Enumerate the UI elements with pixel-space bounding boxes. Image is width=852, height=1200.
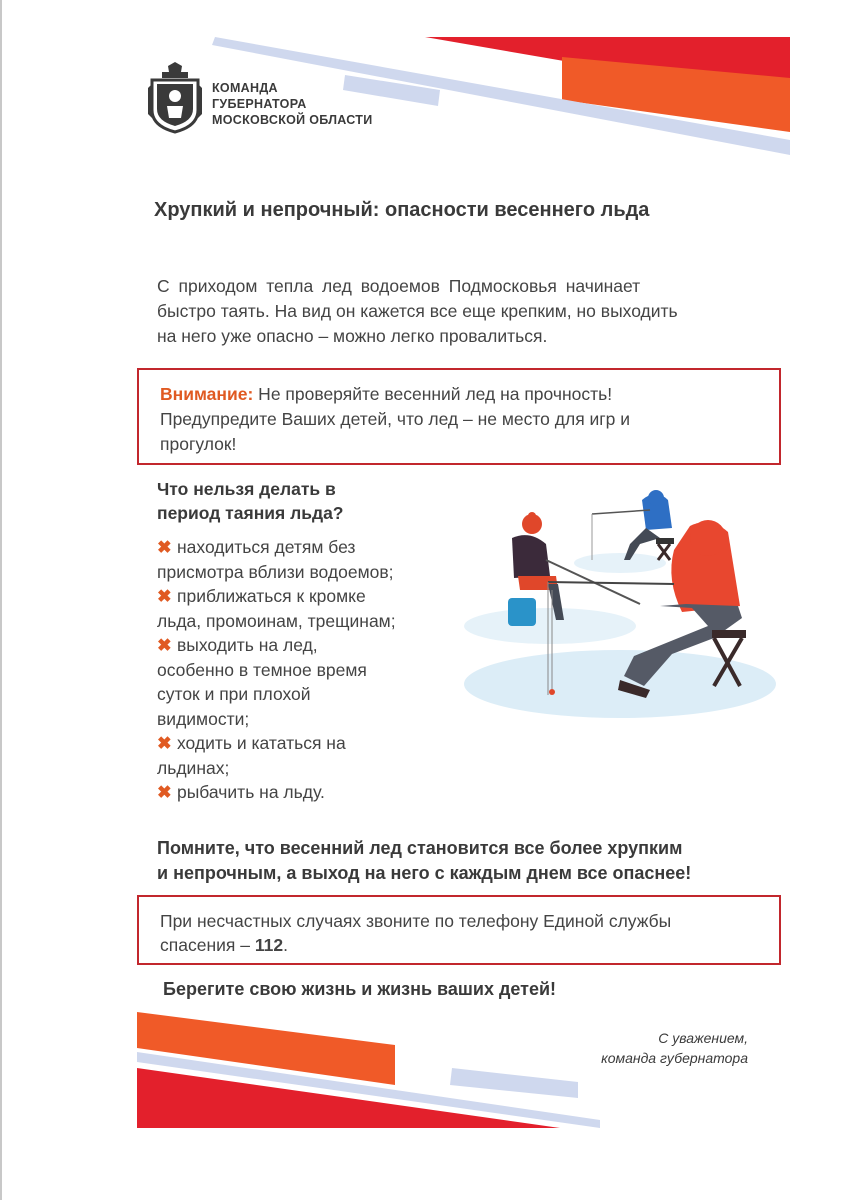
prohibited-item-line <box>157 780 396 805</box>
prohibited-item <box>157 731 396 780</box>
care-slogan: Берегите свою жизнь и жизнь ваших детей! <box>163 979 557 999</box>
prohibited-item-text: присмотра вблизи водоемов; <box>157 561 394 582</box>
prohibited-item-line <box>157 756 396 781</box>
intro-paragraph <box>157 274 762 349</box>
reminder-text <box>157 836 691 886</box>
prohibited-item-text: особенно в темное время <box>157 659 367 680</box>
ice-fishing-illustration <box>460 480 780 730</box>
ice-patch-left <box>464 608 636 644</box>
organization-name <box>212 80 373 128</box>
signature <box>601 1028 748 1068</box>
intro-line: С приходом тепла лед водоемов Подмосковья начинает <box>157 276 641 296</box>
prohibited-item-text: находиться детям без <box>177 537 356 557</box>
prohibited-item-line <box>157 560 396 585</box>
emergency-number: 112 <box>254 935 284 955</box>
prohibited-title <box>157 477 344 525</box>
prohibited-item <box>157 584 396 633</box>
org-line-3: МОСКОВСКОЙ ОБЛАСТИ <box>212 113 373 127</box>
prohibited-title-line-1: Что нельзя делать в <box>157 479 336 499</box>
cross-mark-icon: ✖ <box>157 782 172 802</box>
prohibited-item-text: видимости; <box>157 708 250 729</box>
warning-line-3: прогулок! <box>160 434 237 454</box>
intro-line: на него уже опасно – можно легко провалиться. <box>157 326 548 346</box>
emergency-line-1: При несчастных случаях звоните по телефону Единой службы <box>160 911 672 931</box>
emergency-text <box>160 909 671 957</box>
prohibited-item-line <box>157 584 396 609</box>
prohibited-title-line-2: период таяния льда? <box>157 503 344 523</box>
prohibited-item-line <box>157 682 396 707</box>
warning-line-2: Предупредите Ваших детей, что лед – не место для игр и <box>160 409 631 429</box>
prohibited-item-text: выходить на лед, <box>177 635 318 655</box>
prohibited-item <box>157 535 396 584</box>
prohibited-item-text: приближаться к кромке <box>177 586 366 606</box>
prohibited-item-line <box>157 731 396 756</box>
prohibited-item-line <box>157 609 396 634</box>
prohibited-item-text: ходить и кататься на <box>177 733 346 753</box>
org-line-1: КОМАНДА <box>212 81 278 95</box>
emergency-line-2-prefix: спасения – <box>160 935 255 955</box>
intro-line: быстро таять. На вид он кажется все еще крепким, но выходить <box>157 301 678 321</box>
page-title: Хрупкий и непрочный: опасности весеннего льда <box>154 199 650 221</box>
fisherman-back <box>592 490 674 560</box>
prohibited-item-text: льда, промоинам, трещинам; <box>157 610 396 631</box>
bottom-blue-stripe-short <box>450 1068 578 1098</box>
prohibited-item-line <box>157 707 396 732</box>
emergency-line-2-suffix: . <box>283 935 288 955</box>
signature-line-2: команда губернатора <box>601 1050 748 1066</box>
prohibited-item <box>157 633 396 731</box>
moscow-oblast-coat-of-arms-icon <box>148 62 202 134</box>
prohibited-item-text: суток и при плохой <box>157 684 311 704</box>
warning-label: Внимание: <box>160 384 254 404</box>
reminder-line-1: Помните, что весенний лед становится все более хрупким <box>157 838 683 858</box>
warning-text <box>160 382 630 457</box>
cross-mark-icon: ✖ <box>157 586 172 606</box>
warning-line-1: Не проверяйте весенний лед на прочность! <box>253 384 613 404</box>
prohibited-item-text: льдинах; <box>157 757 230 778</box>
prohibited-list <box>157 535 396 805</box>
prohibited-item <box>157 780 396 805</box>
org-line-2: ГУБЕРНАТОРА <box>212 97 307 111</box>
ice-patch-back <box>574 553 666 573</box>
prohibited-item-line <box>157 658 396 683</box>
signature-line-1: С уважением, <box>658 1030 748 1046</box>
prohibited-item-line <box>157 633 396 658</box>
prohibited-item-line <box>157 535 396 560</box>
prohibited-item-text: рыбачить на льду. <box>177 782 325 802</box>
reminder-line-2: и непрочным, а выход на него с каждым днем все опаснее! <box>157 863 692 883</box>
cross-mark-icon: ✖ <box>157 635 172 655</box>
cross-mark-icon: ✖ <box>157 537 172 557</box>
cross-mark-icon: ✖ <box>157 733 172 753</box>
